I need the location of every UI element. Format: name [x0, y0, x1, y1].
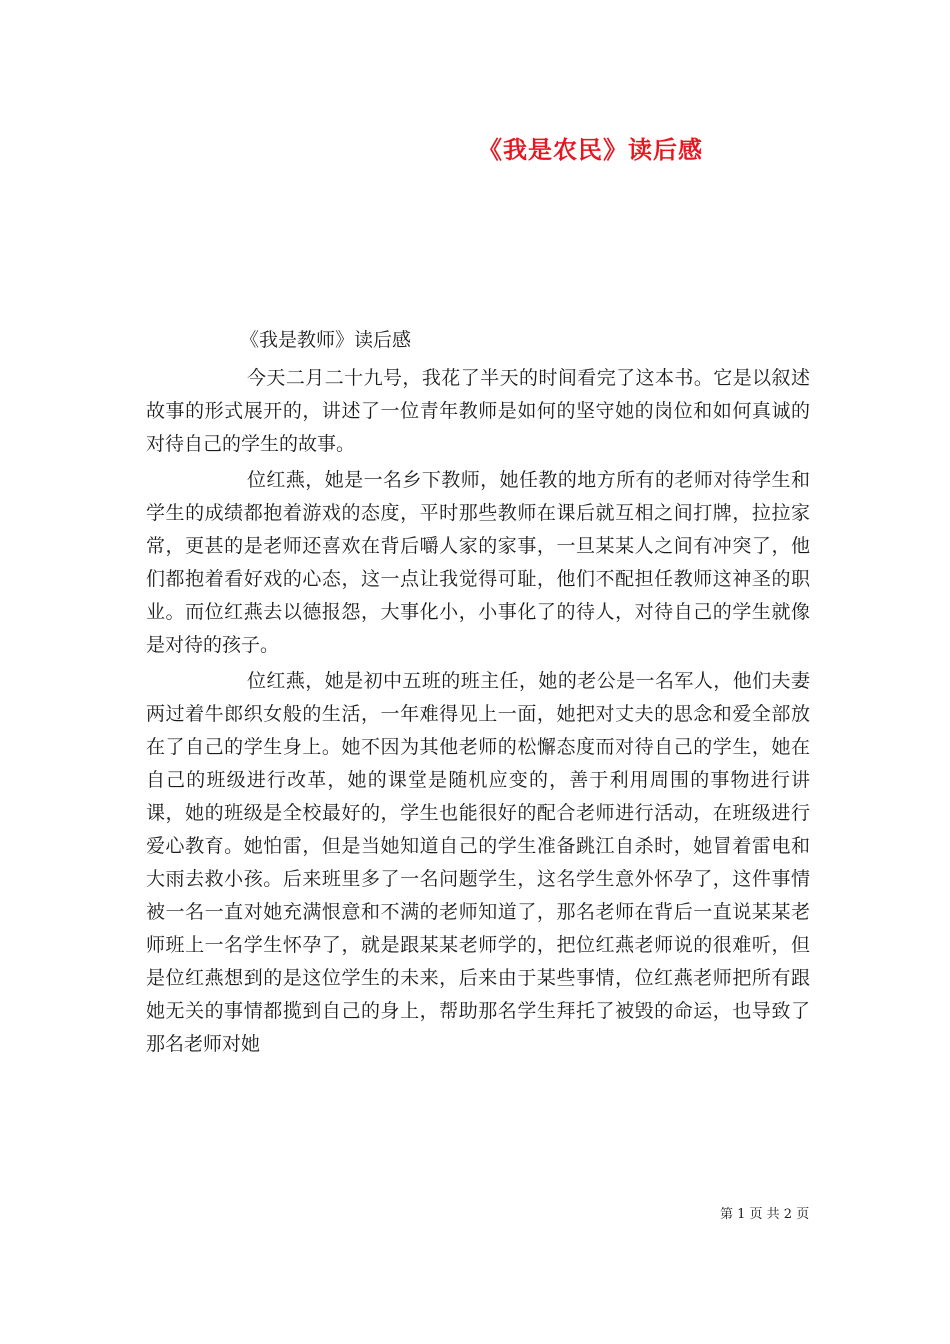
paragraph-1: 今天二月二十九号，我花了半天的时间看完了这本书。它是以叙述故事的形式展开的，讲述了一位青年教师是如何的坚守她的岗位和如何真诚的对待自己的学生的故事。 [146, 367, 810, 455]
page-number: 第 1 页 共 2 页 [720, 1207, 810, 1222]
article-heading: 《我是教师》读后感 [240, 329, 412, 351]
document-title: 《我是农民》读后感 [478, 135, 703, 164]
paragraph-3: 位红燕，她是初中五班的班主任，她的老公是一名军人，他们夫妻两过着牛郎织女般的生活，一年难得见上一面，她把对丈夫的思念和爱全部放在了自己的学生身上。她不因为其他老师的松懈态度而对待自己的学生，她在自己的班级进行改革，她的课堂是随机应变的，善于利用周围的事物进行讲课，她的班级是全校最好的，学生也能很好的配合老师进行活动，在班级进行爱心教育。她怕雷，但是当她知道自己的学生准备跳江自杀时，她冒着雷电和大雨去救小孩。后来班里多了一名问题学生，这名学生意外怀孕了，这件事情被一名一直对她充满恨意和不满的老师知道了，那名老师在背后一直说某某老师班上一名学生怀孕了，就是跟某某老师学的，把位红燕老师说的很难听，但是位红燕想到的是这位学生的未来，后来由于某些事情，位红燕老师把所有跟她无关的事情都揽到自己的身上，帮助那名学生拜托了被毁的命运，也导致了那名老师对她 [146, 670, 810, 1055]
paragraph-2: 位红燕，她是一名乡下教师，她任教的地方所有的老师对待学生和学生的成绩都抱着游戏的态度，平时那些教师在课后就互相之间打牌，拉拉家常，更甚的是老师还喜欢在背后嚼人家的家事，一旦某某人之间有冲突了，他们都抱着看好戏的心态，这一点让我觉得可耻，他们不配担任教师这神圣的职业。而位红燕去以德报怨，大事化小，小事化了的待人，对待自己的学生就像是对待的孩子。 [146, 469, 810, 656]
article-body [146, 362, 810, 1064]
